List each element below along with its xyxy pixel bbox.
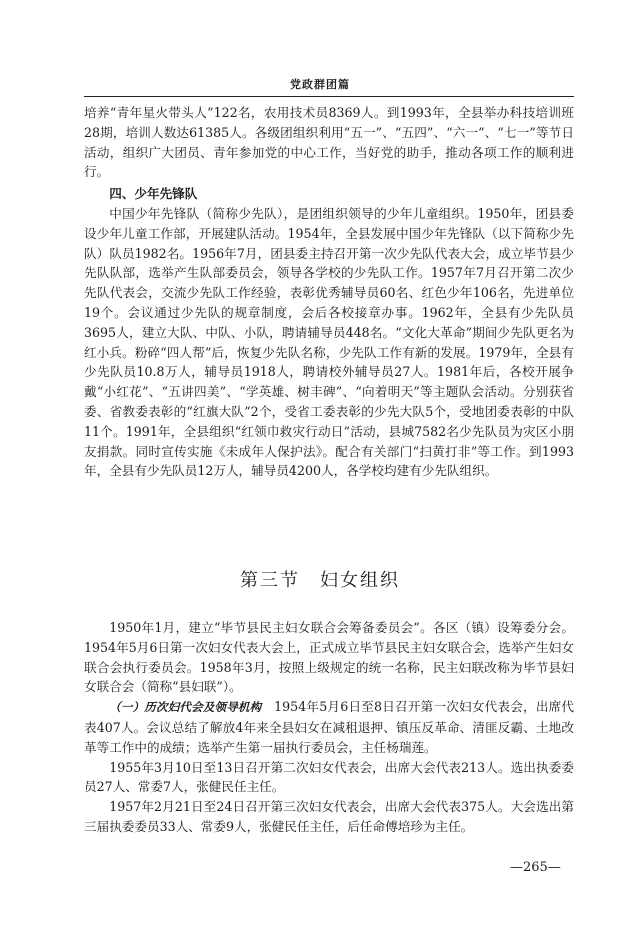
paragraph-women-2-body: 1954年5月6日至8日召开第一次妇女代表会，出席代表407人。会议总结了解放4年来全县妇女在减租退押、镇压反革命、清匪反霸、土地改革等工作中的成绩；选举产生第一届执行委员会，主任杨瑞莲。 (84, 699, 575, 755)
running-header: 党政群团篇 (290, 78, 350, 91)
paragraph-women-2 (84, 697, 574, 757)
header-rule (84, 96, 574, 97)
text-block-top (84, 103, 574, 481)
section-title: 第三节 妇女组织 (240, 570, 400, 591)
inline-heading: （一）历次妇代会及领导机构 (109, 700, 262, 715)
page-number: —265— (510, 860, 561, 875)
paragraph-women-1: 1950年1月，建立“毕节县民主妇女联合会筹备委员会”。各区（镇）设筹委分会。1954年5月6日第一次妇女代表大会上，正式成立毕节县民主妇女联合会，选举产生妇女联合会执行委员会。1958年3月，按照上级规定的统一名称，民主妇联改称为毕节县妇女联合会（简称“县妇联”）。 (84, 620, 574, 695)
paragraph-women-4: 1957年2月21日至24日召开第三次妇女代表会，出席大会代表375人。大会选出第三届执委委员33人、常委9人，张健民任主任，后任命傅培珍为主任。 (84, 799, 574, 834)
text-block-women (84, 618, 574, 837)
subheading-pioneers: 四、少年先锋队 (109, 186, 198, 202)
paragraph-pioneers: 中国少年先锋队（简称少先队），是团组织领导的少年儿童组织。1950年，团县委设少年儿童工作部，开展建队活动。1954年，全县发展中国少年先锋队（以下简称少先队）队员1982名。1956年7月，团县委主持召开第一次少先队代表大会，成立毕节县少先队队部，选举产生队部委员会，领导各学校的少先队工作。1957年7月召开第二次少先队代表会，交流少先队工作经验，表彰优秀辅导员60名、红色少年106名，先进单位19个。会议通过少先队的规章制度，会后各校接章办事。1962年，全县有少先队员3695人，建立大队、中队、小队，聘请辅导员448名。“文化大革命”期间少先队更名为红小兵。粉碎“四人帮”后，恢复少先队名称，少先队工作有新的发展。1979年，全县有少先队员10.8万人，辅导员1918人，聘请校外辅导员27人。1981年后，各校开展争戴“小红花”、“五讲四美”、“学英雄、树丰碑”、“向着明天”等主题队会活动。分别获省委、省教委表彰的“红旗大队”2个，受省工委表彰的少先大队5个，受地团委表彰的中队11个。1991年，全县组织“红领巾救灾行动日”活动，县城7582名少先队员为灾区小朋友捐款。同时宣传实施《未成年人保护法》。配合有关部门“扫黄打非”等工作。到1993年，全县有少先队员12万人，辅导员4200人，各学校均建有少先队组织。 (84, 205, 574, 479)
paragraph-women-3: 1955年3月10日至13日召开第二次妇女代表会，出席大会代表213人。选出执委委员27人、常委7人，张健民任主任。 (84, 759, 574, 795)
paragraph-continued: 培养“青年星火带头人”122名，农用技术员8369人。到1993年，全县举办科技培训班28期，培训人数达61385人。各级团组织利用“五一”、“五四”、“六一”、“七一”等节日活动，组织广大团员、青年参加党的中心工作，当好党的助手，推动各项工作的顺利进行。 (84, 105, 574, 180)
